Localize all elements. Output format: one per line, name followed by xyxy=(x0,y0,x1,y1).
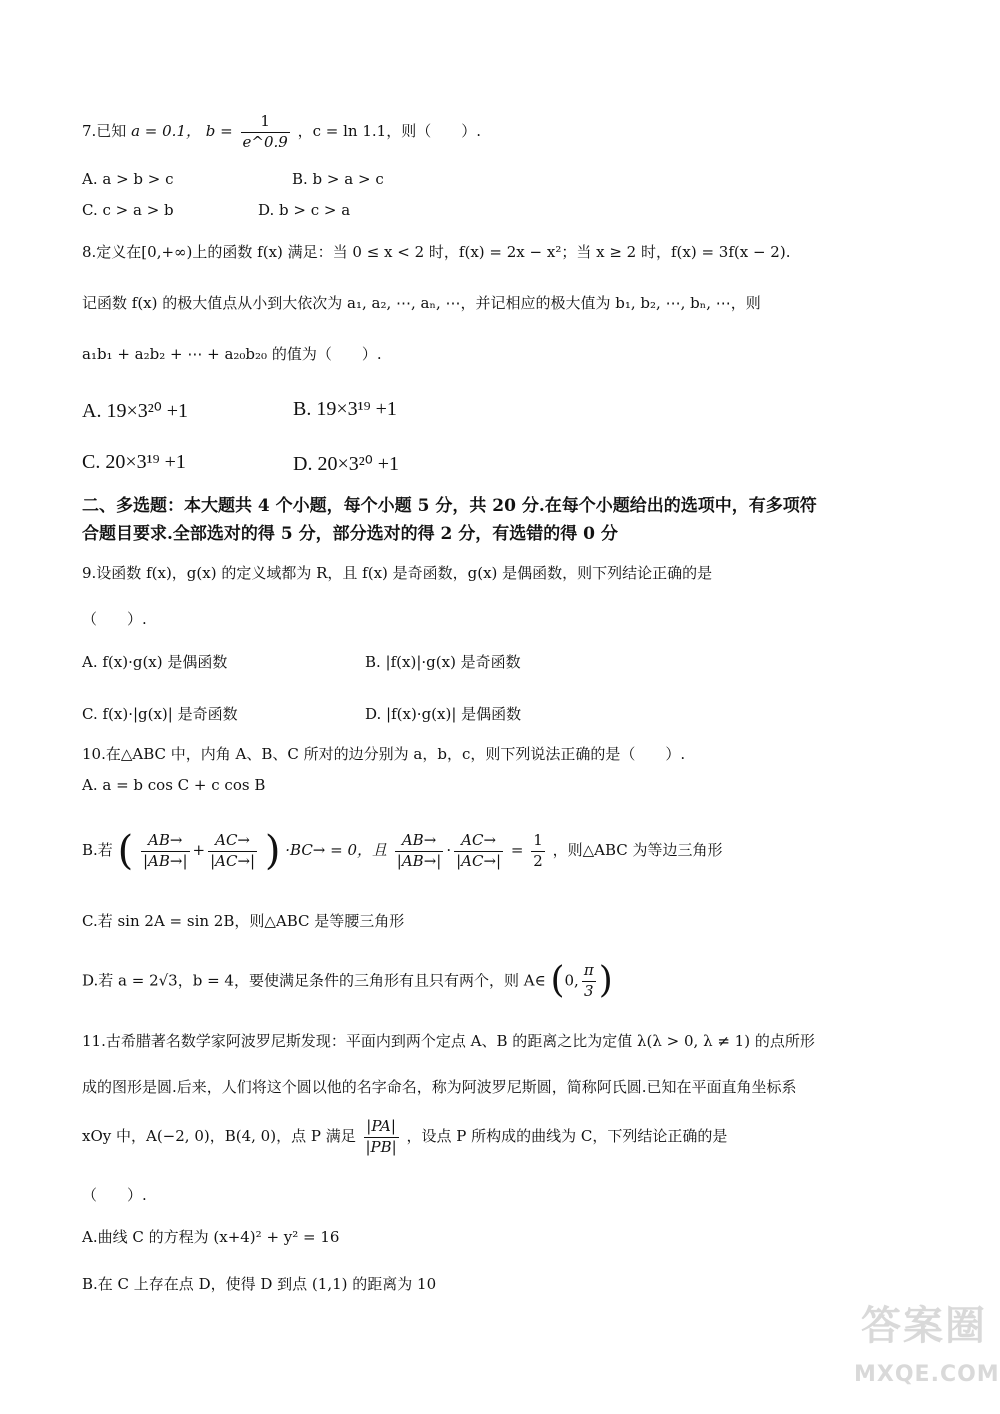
q11-pa: |PA| xyxy=(364,1117,399,1138)
section2-header-line2: 合题目要求.全部选对的得 5 分，部分选对的得 2 分，有选错的得 0 分 xyxy=(82,524,618,545)
q9-option-a: A. f(x)·g(x) 是偶函数 xyxy=(82,653,228,671)
q10-vector-ac-norm-2: |AC→| xyxy=(456,851,502,870)
q7-b-lhs: b = xyxy=(205,122,233,140)
q9-option-d: D. |f(x)·g(x)| 是偶函数 xyxy=(365,705,522,723)
q11-option-a: A.曲线 C 的方程为 (x+4)² + y² = 16 xyxy=(82,1228,340,1246)
q8-option-b: B. 19×3¹⁹ +1 xyxy=(293,398,397,420)
q10-option-b: B.若 ( $\frac{AB\to}{|AB\to|}$ + $\frac{AC\to}{|AC\to|}$ ) ·BC→ = 0，且 $\frac{AB\to}{|AB\to|}$ · $\frac{AC\to}{|AC\to|}$ = $\frac{1}{2}$ ，则△ABC 为等边三角形 xyxy=(82,828,723,874)
q9-option-b: B. |f(x)|·g(x) 是奇函数 xyxy=(365,653,521,671)
q8-option-d: D. 20×3²⁰ +1 xyxy=(293,453,400,475)
q7-b-fraction xyxy=(241,112,290,152)
q10-vector-ab-norm: |AB→| xyxy=(142,851,188,870)
q10-vector-ab-2: AB→ xyxy=(395,831,444,852)
q10-option-b-suffix: ，则△ABC 为等边三角形 xyxy=(552,841,723,859)
left-paren-icon: ( xyxy=(550,960,565,1001)
q7-a-def: a = 0.1， xyxy=(131,122,201,140)
q9-option-c: C. f(x)·|g(x)| 是奇函数 xyxy=(82,705,238,723)
q8-option-c: C. 20×3¹⁹ +1 xyxy=(82,451,186,473)
q8-line3: a₁b₁ + a₂b₂ + ⋯ + a₂₀b₂₀ 的值为（ ）. xyxy=(82,345,382,363)
q10-vector-ac-norm: |AC→| xyxy=(210,851,256,870)
q11-line2: 成的图形是圆.后来，人们将这个圆以他的名字命名，称为阿波罗尼斯圆，简称阿氏圆.已知在平面直角坐标系 xyxy=(82,1078,797,1096)
q10-option-b-middle: ·BC→ = 0，且 xyxy=(285,841,388,859)
watermark-text: 答案圈 xyxy=(861,1303,987,1349)
q10-option-a: A. a = b cos C + c cos B xyxy=(82,776,266,794)
q11-line1: 11.古希腊著名数学家阿波罗尼斯发现：平面内到两个定点 A、B 的距离之比为定值 λ(λ > 0, λ ≠ 1) 的点所形 xyxy=(82,1032,815,1050)
q10-vector-ac-2: AC→ xyxy=(454,831,503,852)
q11-line3-prefix: xOy 中，A(−2, 0)，B(4, 0)，点 P 满足 xyxy=(82,1127,356,1145)
q10-half-denominator: 2 xyxy=(533,851,543,870)
q11-ratio-fraction xyxy=(364,1117,399,1157)
q10-option-d: D.若 a = 2√3，b = 4，要使满足条件的三角形有且只有两个，则 A∈ (0, $\frac{\pi}{3}$ ) xyxy=(82,960,613,1001)
q10-equals-sign: = xyxy=(510,841,524,859)
q7-b-numerator: 1 xyxy=(241,112,290,133)
q7-option-d: D. b > c > a xyxy=(258,201,351,219)
q11-line3 xyxy=(82,1117,940,1157)
right-paren-icon: ) xyxy=(598,960,613,1001)
q10-vector-ac-unit-2 xyxy=(454,831,503,871)
q8-line2: 记函数 f(x) 的极大值点从小到大依次为 a₁, a₂, ⋯, aₙ, ⋯，并记相应的极大值为 b₁, b₂, ⋯, bₙ, ⋯，则 xyxy=(82,294,761,312)
q7-option-c: C. c > a > b xyxy=(82,201,174,219)
left-paren-icon: ( xyxy=(117,828,134,874)
q10-vector-ab: AB→ xyxy=(141,831,190,852)
q10-pi-over-3 xyxy=(582,961,596,1001)
section2-header xyxy=(82,492,940,548)
q10-option-d-prefix: D.若 a = 2√3，b = 4，要使满足条件的三角形有且只有两个，则 A∈ xyxy=(82,971,546,990)
q9-line2: （ ）. xyxy=(82,610,147,628)
q10-vector-ac: AC→ xyxy=(208,831,257,852)
q10-vector-ab-unit-2 xyxy=(395,831,444,871)
q10-vector-ab-norm-2: |AB→| xyxy=(396,851,442,870)
q10-three: 3 xyxy=(583,981,594,1000)
q10-option-c: C.若 sin 2A = sin 2B，则△ABC 是等腰三角形 xyxy=(82,912,405,930)
q10-vector-ac-unit xyxy=(208,831,257,871)
q10-vector-ab-unit xyxy=(141,831,190,871)
q10-pi: π xyxy=(582,961,596,982)
q7-c-def: ，c = ln 1.1，则（ ）. xyxy=(297,122,481,140)
q8-option-a: A. 19×3²⁰ +1 xyxy=(82,400,189,422)
q10-stem: 10.在△ABC 中，内角 A、B、C 所对的边分别为 a，b，c，则下列说法正确的是（ ）. xyxy=(82,745,686,763)
q8-line1: 8.定义在[0,+∞)上的函数 f(x) 满足：当 0 ≤ x < 2 时，f(x) = 2x − x²；当 x ≥ 2 时，f(x) = 3f(x − 2). xyxy=(82,243,791,261)
watermark-site: MXQE.COM xyxy=(854,1362,1000,1387)
q7-option-b: B. b > a > c xyxy=(292,170,384,188)
q7-b-denominator: e^0.9 xyxy=(242,132,288,151)
q7-stem-prefix: 7.已知 xyxy=(82,122,127,140)
q7-option-a: A. a > b > c xyxy=(82,170,174,188)
right-paren-icon: ) xyxy=(264,828,281,874)
q10-half-fraction xyxy=(531,831,545,871)
section2-header-line1: 二、多选题：本大题共 4 个小题，每个小题 5 分，共 20 分.在每个小题给出的选项中，有多项符 xyxy=(82,496,817,516)
q11-pb: |PB| xyxy=(365,1137,397,1156)
q9-line1: 9.设函数 f(x)，g(x) 的定义域都为 R，且 f(x) 是奇函数，g(x) 是偶函数，则下列结论正确的是 xyxy=(82,564,713,582)
q7-stem xyxy=(82,112,940,152)
q10-option-b-prefix: B.若 xyxy=(82,841,113,859)
q11-line4: （ ）. xyxy=(82,1186,147,1204)
q10-half-numerator: 1 xyxy=(531,831,545,852)
q11-line3-suffix: ，设点 P 所构成的曲线为 C，下列结论正确的是 xyxy=(406,1127,728,1145)
watermark-logo xyxy=(854,1290,1000,1410)
q11-option-b: B.在 C 上存在点 D，使得 D 到点 (1,1) 的距离为 10 xyxy=(82,1275,437,1293)
